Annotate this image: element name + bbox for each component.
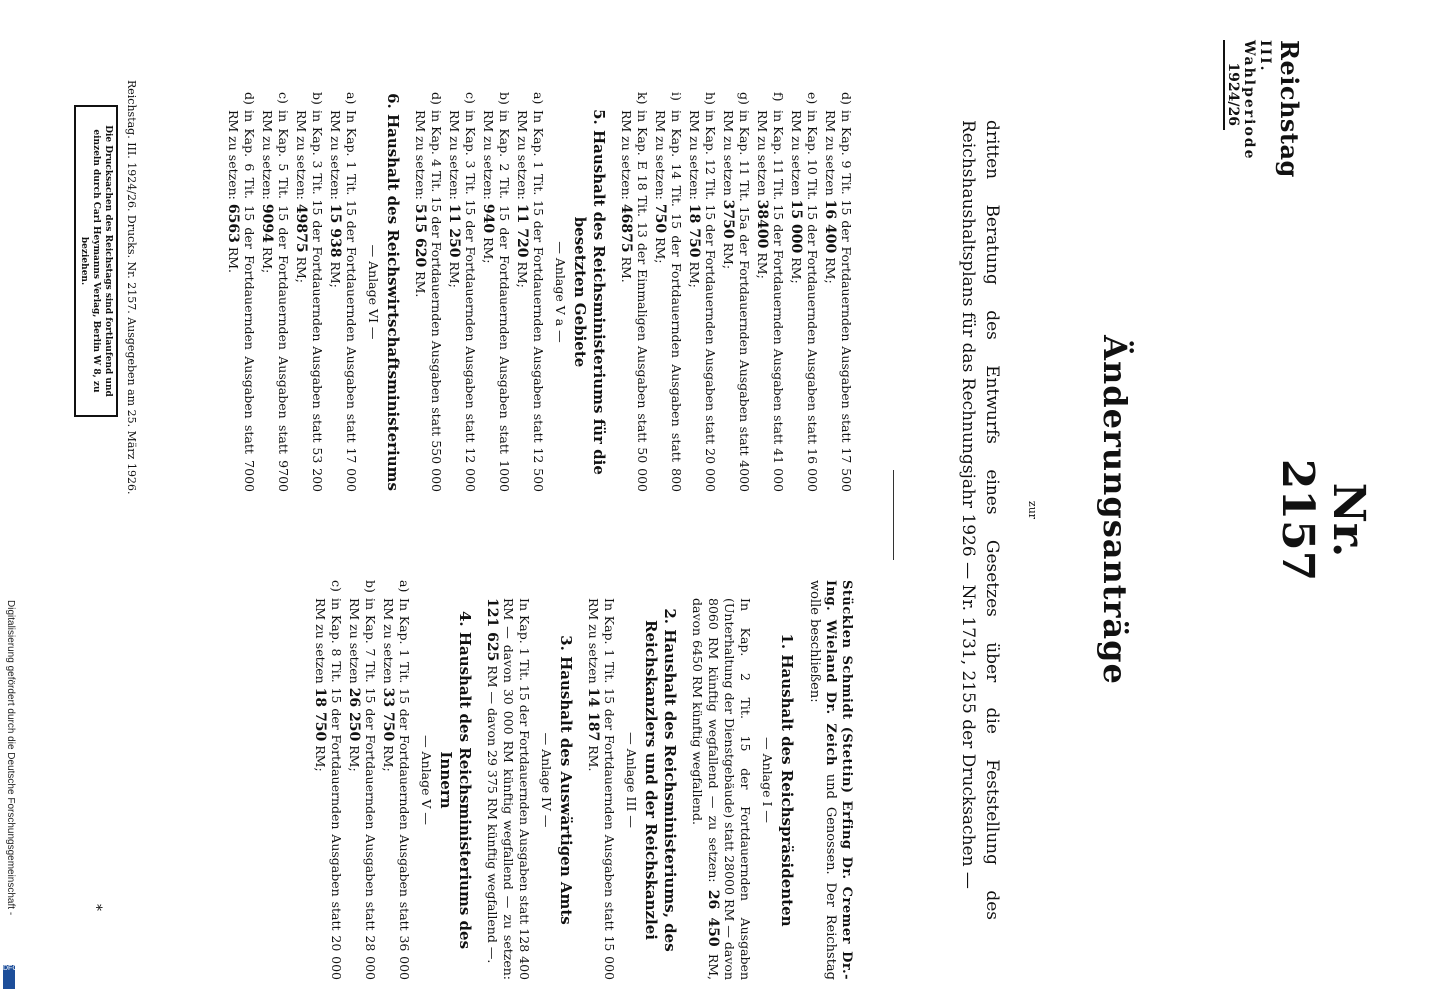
- divider: [893, 470, 894, 560]
- section-anlage: — Anlage IV —: [539, 732, 554, 828]
- section-heading: 4. Haushalt des Reichsministeriums des Innern: [437, 610, 474, 950]
- item-text: [788, 110, 820, 492]
- item-suffix: RM, davon 6450 RM künftig wegfallend.: [690, 598, 721, 980]
- item-suffix: RM;: [313, 745, 328, 772]
- amendment-item: [585, 580, 617, 980]
- amendment-item: [259, 92, 291, 492]
- item-text: [346, 598, 378, 980]
- item-amount: 33 750: [380, 687, 396, 742]
- section-items: [412, 92, 546, 492]
- item-body: In Kap. 1 Tit. 15 der Fortdauernden Ausgaben statt 128 400 RM — davon 30 000 RM künftig wegfallend — zu setzen:: [501, 598, 532, 980]
- item-suffix: RM;: [328, 261, 343, 288]
- section-items: [225, 92, 359, 492]
- item-amount: 940: [480, 203, 496, 234]
- amendment-item: [754, 92, 786, 492]
- item-amount: 15 938: [327, 203, 343, 258]
- section-heading: 3. Haushalt des Auswärtigen Amts: [557, 635, 575, 925]
- section-anlage: — Anlage III —: [624, 732, 639, 828]
- item-label: [585, 580, 617, 598]
- item-amount: 14 187: [585, 687, 601, 742]
- item-amount: 15 000: [788, 199, 804, 254]
- item-body: In Kap. 1 Tit. 15 der Fortdauernden Ausgaben statt 36 000 RM zu setzen: [381, 598, 412, 980]
- item-amount: 16 400: [822, 199, 838, 254]
- budget-section: [585, 580, 679, 980]
- item-amount: 121 625: [484, 598, 500, 662]
- item-suffix: RM;: [687, 261, 702, 288]
- amendment-item: [412, 92, 444, 492]
- budget-section: [225, 92, 402, 492]
- item-amount: 18 750: [312, 687, 328, 742]
- item-body: in Kap. 12 Tit. 15 der Fortdauernden Ausgaben statt 20 000 RM zu setzen:: [687, 110, 718, 492]
- item-suffix: RM;: [260, 246, 275, 274]
- item-body: in Kap. 9 Tit. 15 der Fortdauernden Ausgaben statt 17 500 RM zu setzen: [823, 110, 854, 492]
- item-label: b): [310, 92, 325, 105]
- document-number: Nr. 2157: [1272, 458, 1374, 582]
- item-amount: 750: [652, 203, 668, 234]
- item-label: g): [737, 92, 752, 105]
- digitization-credit: Digitalisierung gefördert durch die Deutsche Forschungsgemeinschaft -: [5, 600, 16, 916]
- item-text: [514, 110, 546, 492]
- item-text: [720, 110, 752, 492]
- item-text: [652, 110, 684, 492]
- applicant-names: Stücklen Schmidt (Stettin) Erfing Dr. Cremer Dr.-Ing. Wieland Dr. Zeich: [823, 580, 854, 980]
- item-body: in Kap. 10 Tit. 15 der Fortdauernden Ausgaben statt 16 000 RM zu setzen: [789, 110, 820, 492]
- item-suffix: RM;: [347, 745, 362, 772]
- section-items: [689, 580, 753, 980]
- item-suffix: RM.: [586, 745, 601, 772]
- item-text: [446, 110, 478, 492]
- amendment-item: [480, 92, 512, 492]
- period-label: III. Wahlperiode: [1241, 40, 1273, 161]
- item-suffix: RM;: [755, 252, 770, 279]
- amendment-item: [380, 580, 412, 980]
- item-body: in Kap. 11 Tit. 15 der Fortdauernden Ausgaben statt 41 000 RM zu setzen: [755, 110, 786, 492]
- item-text: [689, 598, 753, 980]
- item-text: [293, 110, 325, 492]
- amendment-item: [689, 580, 753, 980]
- item-amount: 11 250: [446, 203, 462, 258]
- item-text: [585, 598, 617, 980]
- item-body: in Kap. E 18 Tit. 13 der Einmaligen Ausgaben statt 50 000 RM zu setzen:: [619, 110, 650, 492]
- item-text: [225, 110, 257, 492]
- section-anlage: — Anlage VI —: [366, 244, 381, 340]
- applicants-text: und Genossen. Der Reichstag wolle beschließen:: [807, 580, 838, 980]
- item-label: h): [703, 92, 718, 105]
- amendment-item: [686, 92, 718, 492]
- item-suffix: RM;: [823, 257, 838, 284]
- amendment-item: [652, 92, 684, 492]
- right-column: [223, 92, 854, 492]
- item-label: k): [635, 92, 650, 105]
- item-text: [259, 110, 291, 492]
- item-text: [484, 598, 532, 980]
- side-strip: [0, 0, 18, 1000]
- item-amount: 18 750: [686, 203, 702, 258]
- section-items: [484, 580, 532, 980]
- budget-section: [689, 580, 796, 980]
- amendment-item: [293, 92, 325, 492]
- section-anlage: — Anlage I —: [760, 737, 775, 823]
- item-label: e): [805, 92, 820, 105]
- footer-star: *: [88, 904, 104, 911]
- item-amount: 26 450: [705, 889, 721, 947]
- budget-section: [312, 580, 474, 980]
- item-amount: 46875: [618, 203, 634, 253]
- item-suffix: RM.: [619, 256, 634, 283]
- item-body: in Kap. 8 Tit. 15 der Fortdauernden Ausgaben statt 20 000 RM zu setzen: [313, 598, 344, 980]
- item-body: in Kap. 4 Tit. 15 der Fortdauernden Ausgaben statt 550 000 RM zu setzen:: [413, 110, 444, 492]
- item-body: in Kap. 7 Tit. 15 der Fortdauernden Ausgaben statt 28 000 RM zu setzen: [347, 598, 378, 980]
- item-suffix: RM;: [515, 261, 530, 288]
- footer-line: Reichstag. III. 1924/26. Drucks. Nr. 2157. Ausgegeben am 25. März 1926.: [125, 80, 138, 495]
- item-amount: 515 620: [412, 203, 428, 268]
- item-suffix: RM — davon 29 375 RM künftig wegfallend —.: [485, 665, 500, 964]
- amendment-item: [312, 580, 344, 980]
- amendment-item: [327, 92, 359, 492]
- reichstag-header: [1223, 40, 1304, 178]
- footer-notice-box: Die Drucksachen des Reichstags sind fortlaufend und einzeln durch Carl Heymanns Verlag, Berlin W 8, zu beziehen.: [74, 105, 118, 417]
- amendment-item: [822, 92, 854, 492]
- item-body: in Kap. 5 Tit. 15 der Fortdauernden Ausgaben statt 9700 RM zu setzen:: [260, 110, 291, 492]
- section-heading: 1. Haushalt des Reichspräsidenten: [778, 633, 796, 927]
- item-amount: 9094: [259, 203, 275, 243]
- item-text: [380, 598, 412, 980]
- section-items: [312, 580, 412, 980]
- item-body: In Kap. 1 Tit. 15 der Fortdauernden Ausgaben statt 12 500 RM zu setzen:: [515, 110, 546, 492]
- intro-text: dritten Beratung des Entwurfs eines Gesetzes über die Feststellung des Reichshaushaltsplans für das Rechnungsjahr 1926 — Nr. 1731, 2155 der Drucksachen —: [958, 120, 1002, 920]
- item-text: [327, 110, 359, 492]
- item-label: b): [363, 580, 378, 593]
- item-suffix: RM;: [653, 237, 668, 264]
- budget-section: [412, 92, 608, 492]
- item-amount: 6563: [225, 203, 241, 243]
- item-text: [480, 110, 512, 492]
- section-heading: 6. Haushalt des Reichswirtschaftsministeriums: [384, 93, 402, 491]
- item-text: [686, 110, 718, 492]
- item-label: d): [839, 92, 854, 105]
- item-label: b): [497, 92, 512, 105]
- item-suffix: RM;: [294, 256, 309, 283]
- budget-section: [484, 580, 575, 980]
- amendment-item: [346, 580, 378, 980]
- item-text: [822, 110, 854, 492]
- item-label: a): [531, 92, 546, 105]
- amendment-item: [788, 92, 820, 492]
- item-suffix: RM.: [226, 246, 241, 273]
- item-label: c): [329, 580, 344, 592]
- item-body: in Kap. 6 Tit. 15 der Fortdauernden Ausgaben statt 7000 RM zu setzen:: [226, 110, 257, 492]
- item-body: In Kap. 2 Tit. 15 der Fortdauernden Ausgaben (Unterhaltung der Dienstgebäude) statt 28000 RM — davon 8060 RM künftig wegfallend — zu setzen:: [706, 598, 753, 980]
- amendment-item: [514, 92, 546, 492]
- item-suffix: RM.: [413, 271, 428, 298]
- right-top-items: [618, 92, 854, 492]
- item-text: [412, 110, 444, 492]
- item-body: in Kap. 14 Tit. 15 der Fortdauernden Ausgaben statt 800 RM zu setzen:: [653, 110, 684, 492]
- item-amount: 49875: [293, 203, 309, 253]
- item-amount: 38400: [754, 199, 770, 249]
- item-suffix: RM;: [721, 242, 736, 270]
- applicants: [806, 580, 854, 980]
- item-body: in Kap. 11 Tit. 15a der Fortdauernden Ausgaben statt 4000 RM zu setzen: [721, 110, 752, 492]
- item-suffix: RM;: [381, 745, 396, 772]
- left-column: [310, 580, 854, 980]
- item-body: in Kap. 2 Tit. 15 der Fortdauernden Ausgaben statt 1000 RM zu setzen:: [481, 110, 512, 492]
- item-suffix: RM;: [789, 257, 804, 284]
- section-heading: 2. Haushalt des Reichsministeriums, des Reichskanzlers und der Reichskanzlei: [642, 608, 679, 952]
- item-label: d): [242, 92, 257, 105]
- dfg-logo: DFG: [3, 965, 15, 989]
- document-title: Änderungsanträge: [1096, 335, 1134, 685]
- item-label: a): [344, 92, 359, 105]
- item-body: In Kap. 1 Tit. 15 der Fortdauernden Ausgaben statt 17 000 RM zu setzen:: [328, 110, 359, 492]
- item-label: f): [771, 92, 786, 102]
- zur-label: zur: [1026, 500, 1039, 520]
- left-sections: [312, 580, 796, 980]
- reichstag-title: Reichstag: [1275, 40, 1304, 178]
- item-text: [754, 110, 786, 492]
- item-label: i): [669, 92, 684, 101]
- item-label: c): [276, 92, 291, 104]
- item-body: in Kap. 3 Tit. 15 der Fortdauernden Ausgaben statt 12 000 RM zu setzen:: [447, 110, 478, 492]
- item-amount: 3750: [720, 199, 736, 239]
- item-body: In Kap. 1 Tit. 15 der Fortdauernden Ausgaben statt 15 000 RM zu setzen: [586, 598, 617, 980]
- section-heading: 5. Haushalt des Reichsministeriums für die besetzten Gebiete: [571, 109, 608, 475]
- item-suffix: RM;: [447, 261, 462, 288]
- item-label: a): [397, 580, 412, 593]
- amendment-item: [446, 92, 478, 492]
- item-text: [312, 598, 344, 980]
- years-label: 1924/26: [1223, 40, 1241, 130]
- item-text: [618, 110, 650, 492]
- amendment-item: [225, 92, 257, 492]
- item-label: c): [463, 92, 478, 104]
- amendment-item: [618, 92, 650, 492]
- item-amount: 26 250: [346, 687, 362, 742]
- section-anlage: — Anlage V —: [419, 735, 434, 825]
- section-items: [585, 580, 617, 980]
- item-amount: 11 720: [514, 203, 530, 258]
- amendment-item: [484, 580, 532, 980]
- amendment-item: [720, 92, 752, 492]
- section-anlage: — Anlage V a —: [553, 241, 568, 343]
- item-label: [484, 580, 532, 598]
- right-sections: [225, 92, 608, 492]
- item-body: in Kap. 3 Tit. 15 der Fortdauernden Ausgaben statt 53 200 RM zu setzen:: [294, 110, 325, 492]
- item-suffix: RM;: [481, 237, 496, 264]
- item-label: [689, 580, 753, 598]
- item-label: d): [429, 92, 444, 105]
